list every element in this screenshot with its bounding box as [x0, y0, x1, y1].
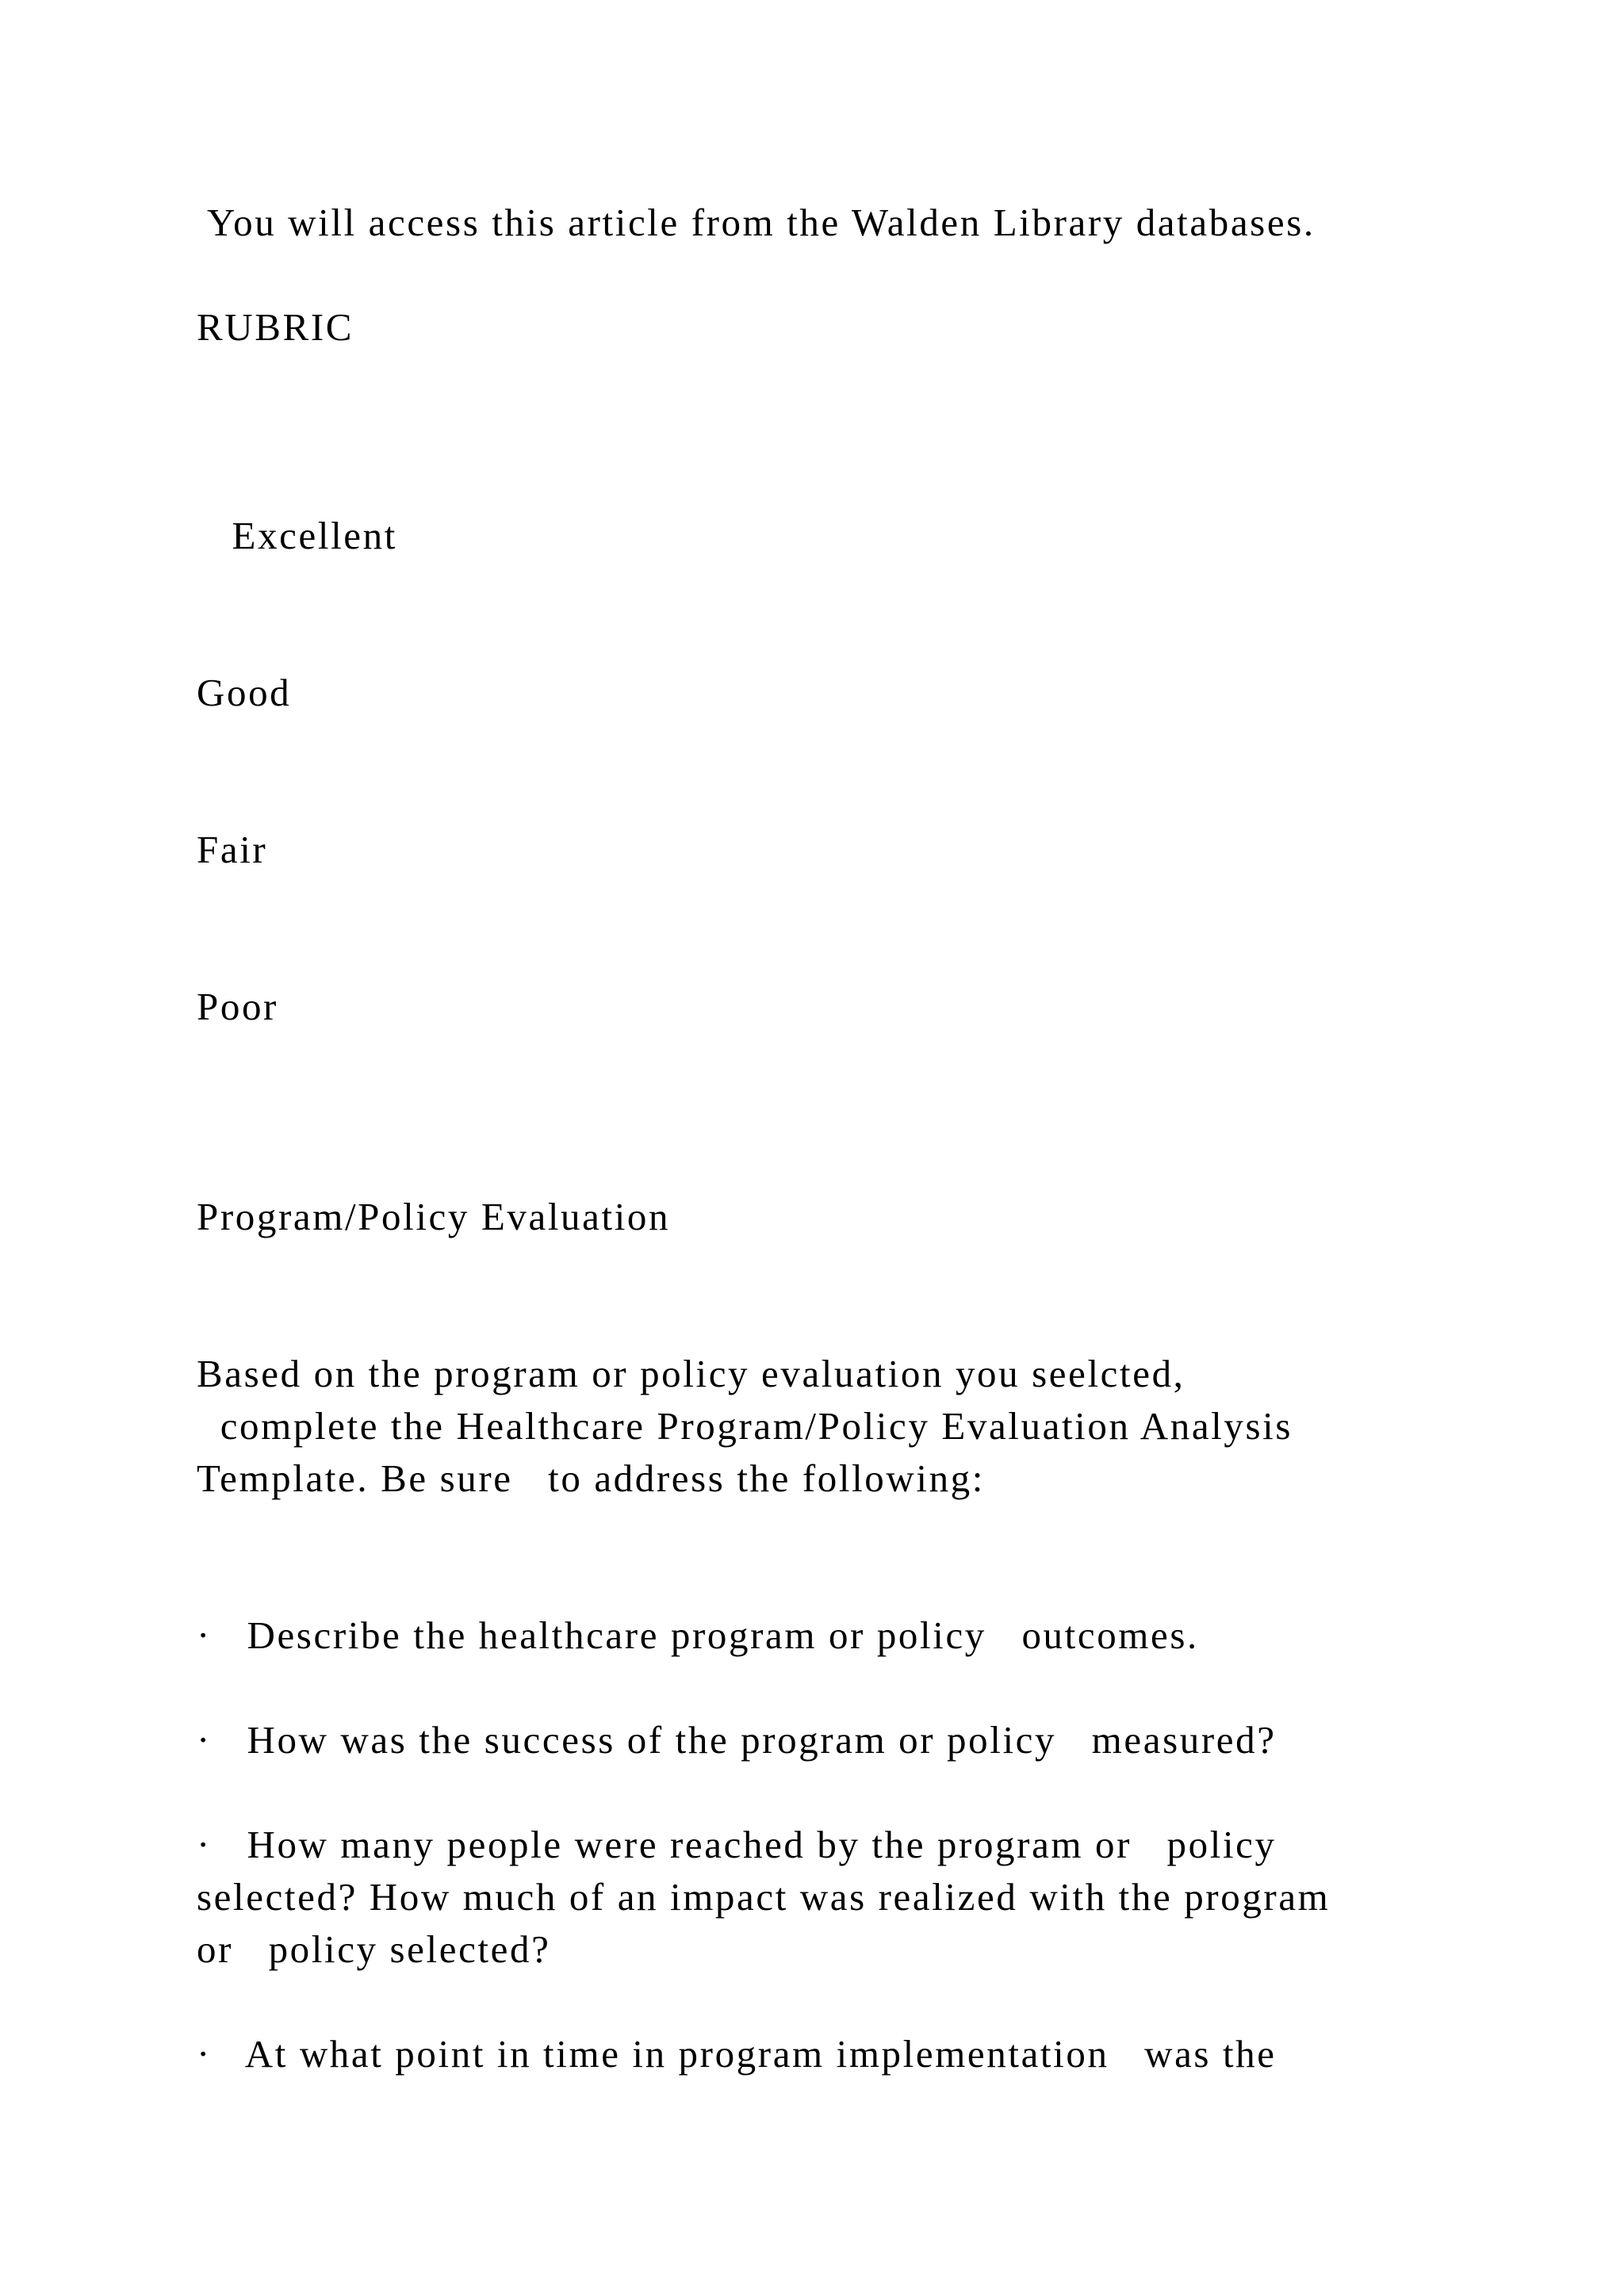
rating-good: Good — [197, 671, 292, 714]
intro-text: You will access this article from the Walden Library databases. — [197, 201, 1316, 244]
bullet-item-continuation: selected? How much of an impact was realized with the program — [197, 1875, 1331, 1919]
description-line: complete the Healthcare Program/Policy Evaluation Analysis — [197, 1404, 1293, 1448]
bullet-item: · Describe the healthcare program or policy outcomes. — [197, 1613, 1199, 1657]
description-line: Based on the program or policy evaluation you seelcted, — [197, 1352, 1185, 1395]
description-line: Template. Be sure to address the following: — [197, 1456, 985, 1500]
rating-excellent: Excellent — [197, 514, 397, 557]
bullet-item: · At what point in time in program implementation was the — [197, 2032, 1277, 2076]
bullet-item-continuation: or policy selected? — [197, 1927, 551, 1971]
bullet-item: · How was the success of the program or policy measured? — [197, 1718, 1277, 1762]
rating-fair: Fair — [197, 828, 268, 871]
rubric-heading: RUBRIC — [197, 305, 354, 349]
bullet-item: · How many people were reached by the program or policy — [197, 1823, 1277, 1866]
criterion-title: Program/Policy Evaluation — [197, 1195, 671, 1238]
rating-poor: Poor — [197, 985, 278, 1028]
